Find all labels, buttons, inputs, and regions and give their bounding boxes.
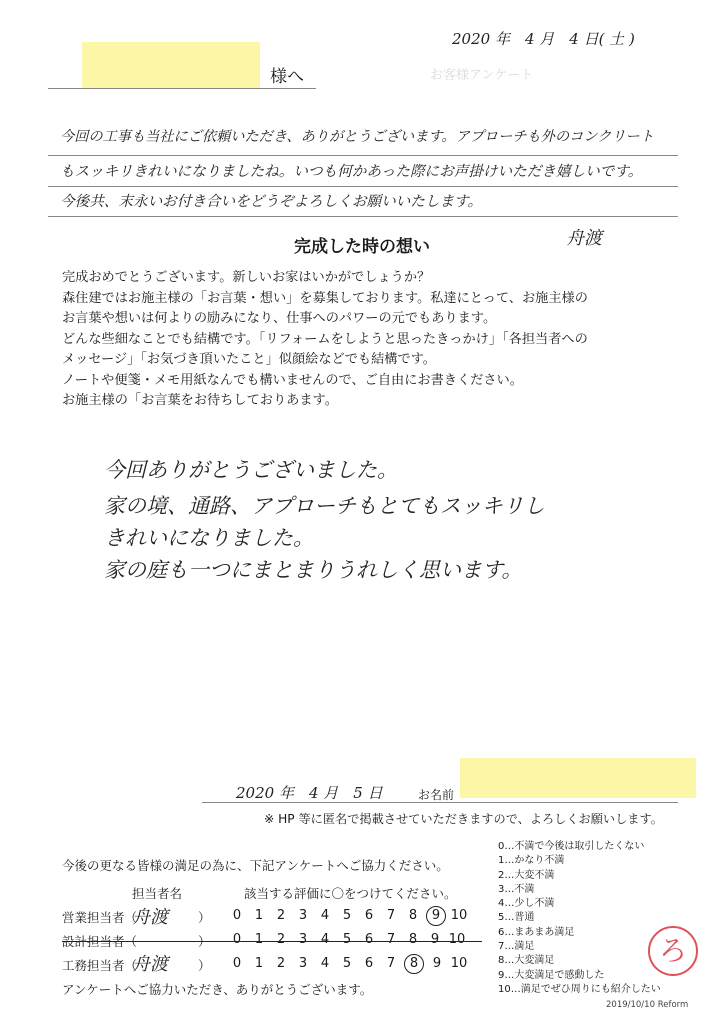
survey-row-close: ） (198, 958, 211, 973)
rating-option[interactable]: 2 (276, 932, 286, 947)
message-line: 今回の工事も当社にご依頼いただき、ありがとうございます。アプローチも外のコンクリート (60, 129, 654, 145)
rating-option[interactable]: 4 (320, 908, 330, 923)
legend-item: 2…大変不満 (498, 869, 555, 881)
message-rule (48, 186, 678, 187)
rating-option[interactable]: 0 (232, 932, 242, 947)
rating-option[interactable]: 3 (298, 932, 308, 947)
survey-thanks: アンケートへご協力いただき、ありがとうございます。 (62, 982, 373, 997)
legend-item: 8…大変満足 (498, 955, 555, 967)
message-line: もスッキリきれいになりましたね。いつも何かあった際にお声掛けいただき嬉しいです。 (60, 163, 643, 180)
rating-option[interactable]: 0 (232, 908, 242, 923)
top-date: 2020 年 4 月 4 日( 土 ) (452, 30, 635, 48)
rating-option[interactable]: 6 (364, 908, 374, 923)
survey-col-rating: 該当する評価に〇をつけてください。 (244, 886, 457, 901)
rating-option[interactable]: 3 (298, 956, 308, 971)
rating-option[interactable]: 3 (298, 908, 308, 923)
rating-option[interactable]: 0 (232, 956, 242, 971)
addressee-line (48, 88, 316, 89)
rating-option[interactable]: 10 (448, 932, 466, 947)
strike-line (62, 941, 482, 942)
legend-item: 3…不満 (498, 883, 535, 895)
intro-line: 森住建ではお施主様の「お言葉・想い」を募集しております。私達にとって、お施主様の (62, 290, 588, 306)
rating-option[interactable]: 1 (254, 932, 264, 947)
rating-legend (498, 840, 661, 997)
survey-row-role: 設計担当者（ (62, 934, 138, 949)
rating-option[interactable]: 2 (276, 908, 286, 923)
addressee-suffix: 様へ (270, 67, 304, 87)
rating-option[interactable]: 10 (450, 908, 468, 923)
survey-row-name: 舟渡 (132, 907, 168, 928)
rating-option-selected[interactable]: 9 (426, 906, 446, 926)
intro-line: メッセージ」「お気づき頂いたこと」似顔絵などでも結構です。 (62, 352, 436, 367)
stamp-circle: ろ (648, 926, 698, 976)
intro-line: お言葉や想いは何よりの励みになり、仕事へのパワーの元でもあります。 (62, 311, 497, 326)
rating-option[interactable]: 7 (386, 932, 396, 947)
comment-line: 家の境、通路、アプローチもとてもスッキリし (104, 494, 545, 518)
legend-item: 1…かなり不満 (498, 855, 565, 867)
survey-row-close: ） (198, 910, 211, 925)
comment-line: きれいになりました。 (104, 526, 314, 550)
rating-option[interactable]: 5 (342, 908, 352, 923)
comment-line: 今回ありがとうございました。 (104, 458, 398, 482)
rating-option[interactable]: 1 (254, 908, 264, 923)
rating-scale (226, 956, 470, 972)
rating-option[interactable]: 9 (432, 956, 442, 971)
footer-version: 2019/10/10 Reform (606, 1000, 689, 1010)
rating-option[interactable]: 9 (430, 932, 440, 947)
survey-intro: 今後の更なる皆様の満足の為に、下記アンケートへご協力ください。 (62, 858, 449, 873)
legend-item: 6…まあまあ満足 (498, 926, 575, 938)
rating-option[interactable]: 7 (386, 956, 396, 971)
rating-option[interactable]: 8 (408, 932, 418, 947)
intro-line: ノートや便箋・メモ用紙なんでも構いませんので、ご自由にお書きください。 (62, 372, 523, 388)
rating-scale (226, 908, 470, 924)
legend-item: 5…普通 (498, 912, 535, 924)
legend-item: 0…不満で今後は取引したくない (498, 841, 645, 852)
message-signature: 舟渡 (566, 228, 602, 249)
rating-option[interactable]: 5 (342, 932, 352, 947)
addressee-highlight (82, 42, 260, 88)
survey-row-name: 舟渡 (132, 954, 168, 975)
rating-option[interactable]: 5 (342, 956, 352, 971)
survey-row-role: 工務担当者（ (62, 958, 138, 973)
section-title: 完成した時の想い (294, 237, 430, 257)
rating-option[interactable]: 10 (450, 956, 468, 971)
intro-line: どんな些細なことでも結構です。「リフォームをしようと思ったきっかけ」「各担当者への (62, 331, 588, 347)
survey-row-role: 営業担当者（ (62, 910, 138, 925)
legend-item: 4…少し不満 (498, 898, 555, 910)
rating-option[interactable]: 6 (364, 932, 374, 947)
intro-line: 完成おめでとうございます。新しいお家はいかがでしょうか？ (62, 270, 431, 285)
rating-option[interactable]: 1 (254, 956, 264, 971)
survey-col-staff: 担当者名 (132, 886, 183, 901)
name-highlight (460, 758, 696, 798)
hp-note: ※ HP 等に匿名で掲載させていただきますので、よろしくお願いします。 (264, 812, 663, 826)
rating-option[interactable]: 2 (276, 956, 286, 971)
intro-line: お施主様の「お言葉をお待ちしておりあます。 (62, 393, 338, 408)
legend-item: 9…大変満足で感動した (498, 969, 605, 981)
rating-option[interactable]: 8 (408, 908, 418, 923)
message-line: 今後共、末永いお付き合いをどうぞよろしくお願いいたします。 (60, 193, 483, 210)
rating-scale (226, 932, 468, 947)
rating-option-selected[interactable]: 8 (404, 954, 424, 974)
survey-row-close: ） (198, 934, 211, 949)
sign-date: 2020 年 4 月 5 日 (236, 784, 383, 802)
legend-item: 10…満足でぜひ周りにも紹介したい (498, 983, 661, 995)
rating-option[interactable]: 6 (364, 956, 374, 971)
name-label: お名前 (418, 788, 455, 802)
rating-option[interactable]: 7 (386, 908, 396, 923)
comment-line: 家の庭も一つにまとまりうれしく思います。 (104, 558, 523, 582)
intro-text (62, 268, 588, 412)
faded-header-ghost: お客様アンケート (430, 68, 534, 83)
message-rule (48, 216, 678, 217)
rating-option[interactable]: 4 (320, 932, 330, 947)
rating-option[interactable]: 4 (320, 956, 330, 971)
message-rule (48, 155, 678, 156)
legend-item: 7…満足 (498, 941, 535, 953)
